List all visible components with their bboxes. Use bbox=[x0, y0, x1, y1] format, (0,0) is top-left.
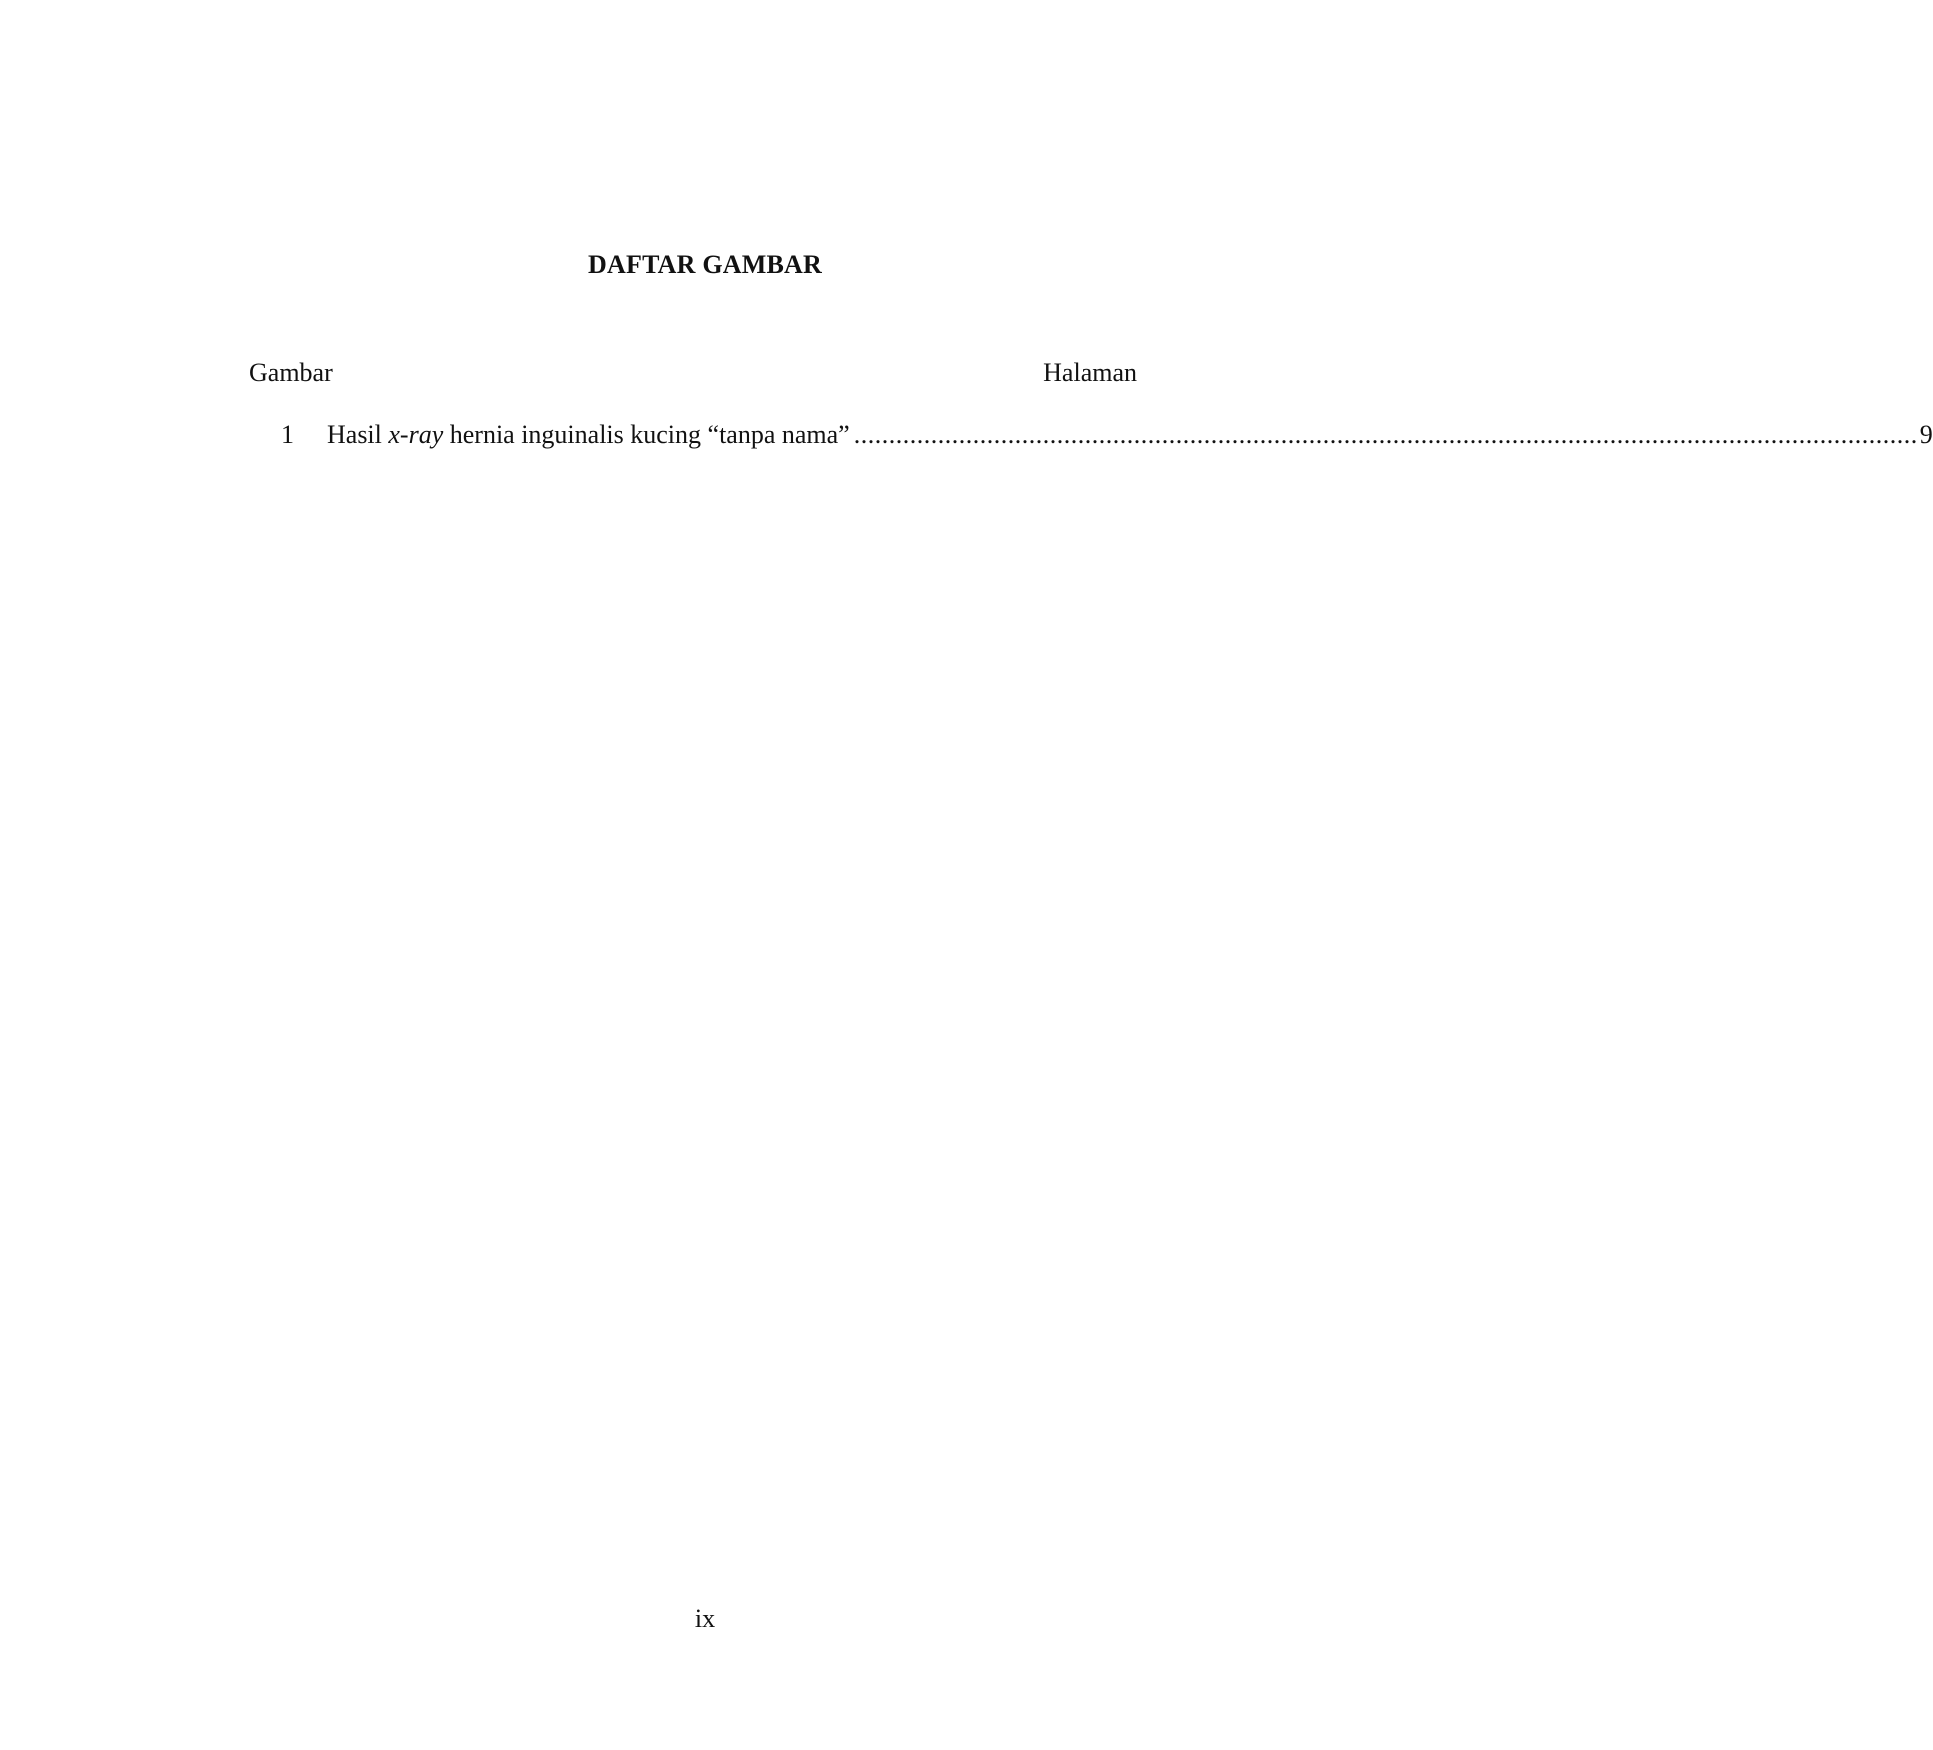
figure-caption bbox=[327, 420, 850, 450]
dot-leader: ........................................................................................................................................................ bbox=[853, 420, 1918, 449]
column-header-page: Halaman bbox=[1043, 358, 1137, 387]
figure-number: 1 bbox=[281, 420, 294, 449]
figure-list-entry[interactable] bbox=[249, 420, 1933, 454]
page-title: DAFTAR GAMBAR bbox=[588, 250, 822, 279]
figure-caption-italic: x-ray bbox=[388, 420, 444, 449]
figure-caption-prefix: Hasil bbox=[327, 420, 389, 449]
figure-page-number: 9 bbox=[1919, 420, 1933, 449]
column-header-figure: Gambar bbox=[249, 358, 333, 387]
page-number: ix bbox=[694, 1604, 716, 1633]
figure-entry-body bbox=[327, 420, 1933, 450]
figure-caption-suffix: hernia inguinalis kucing “tanpa nama” bbox=[443, 420, 850, 449]
